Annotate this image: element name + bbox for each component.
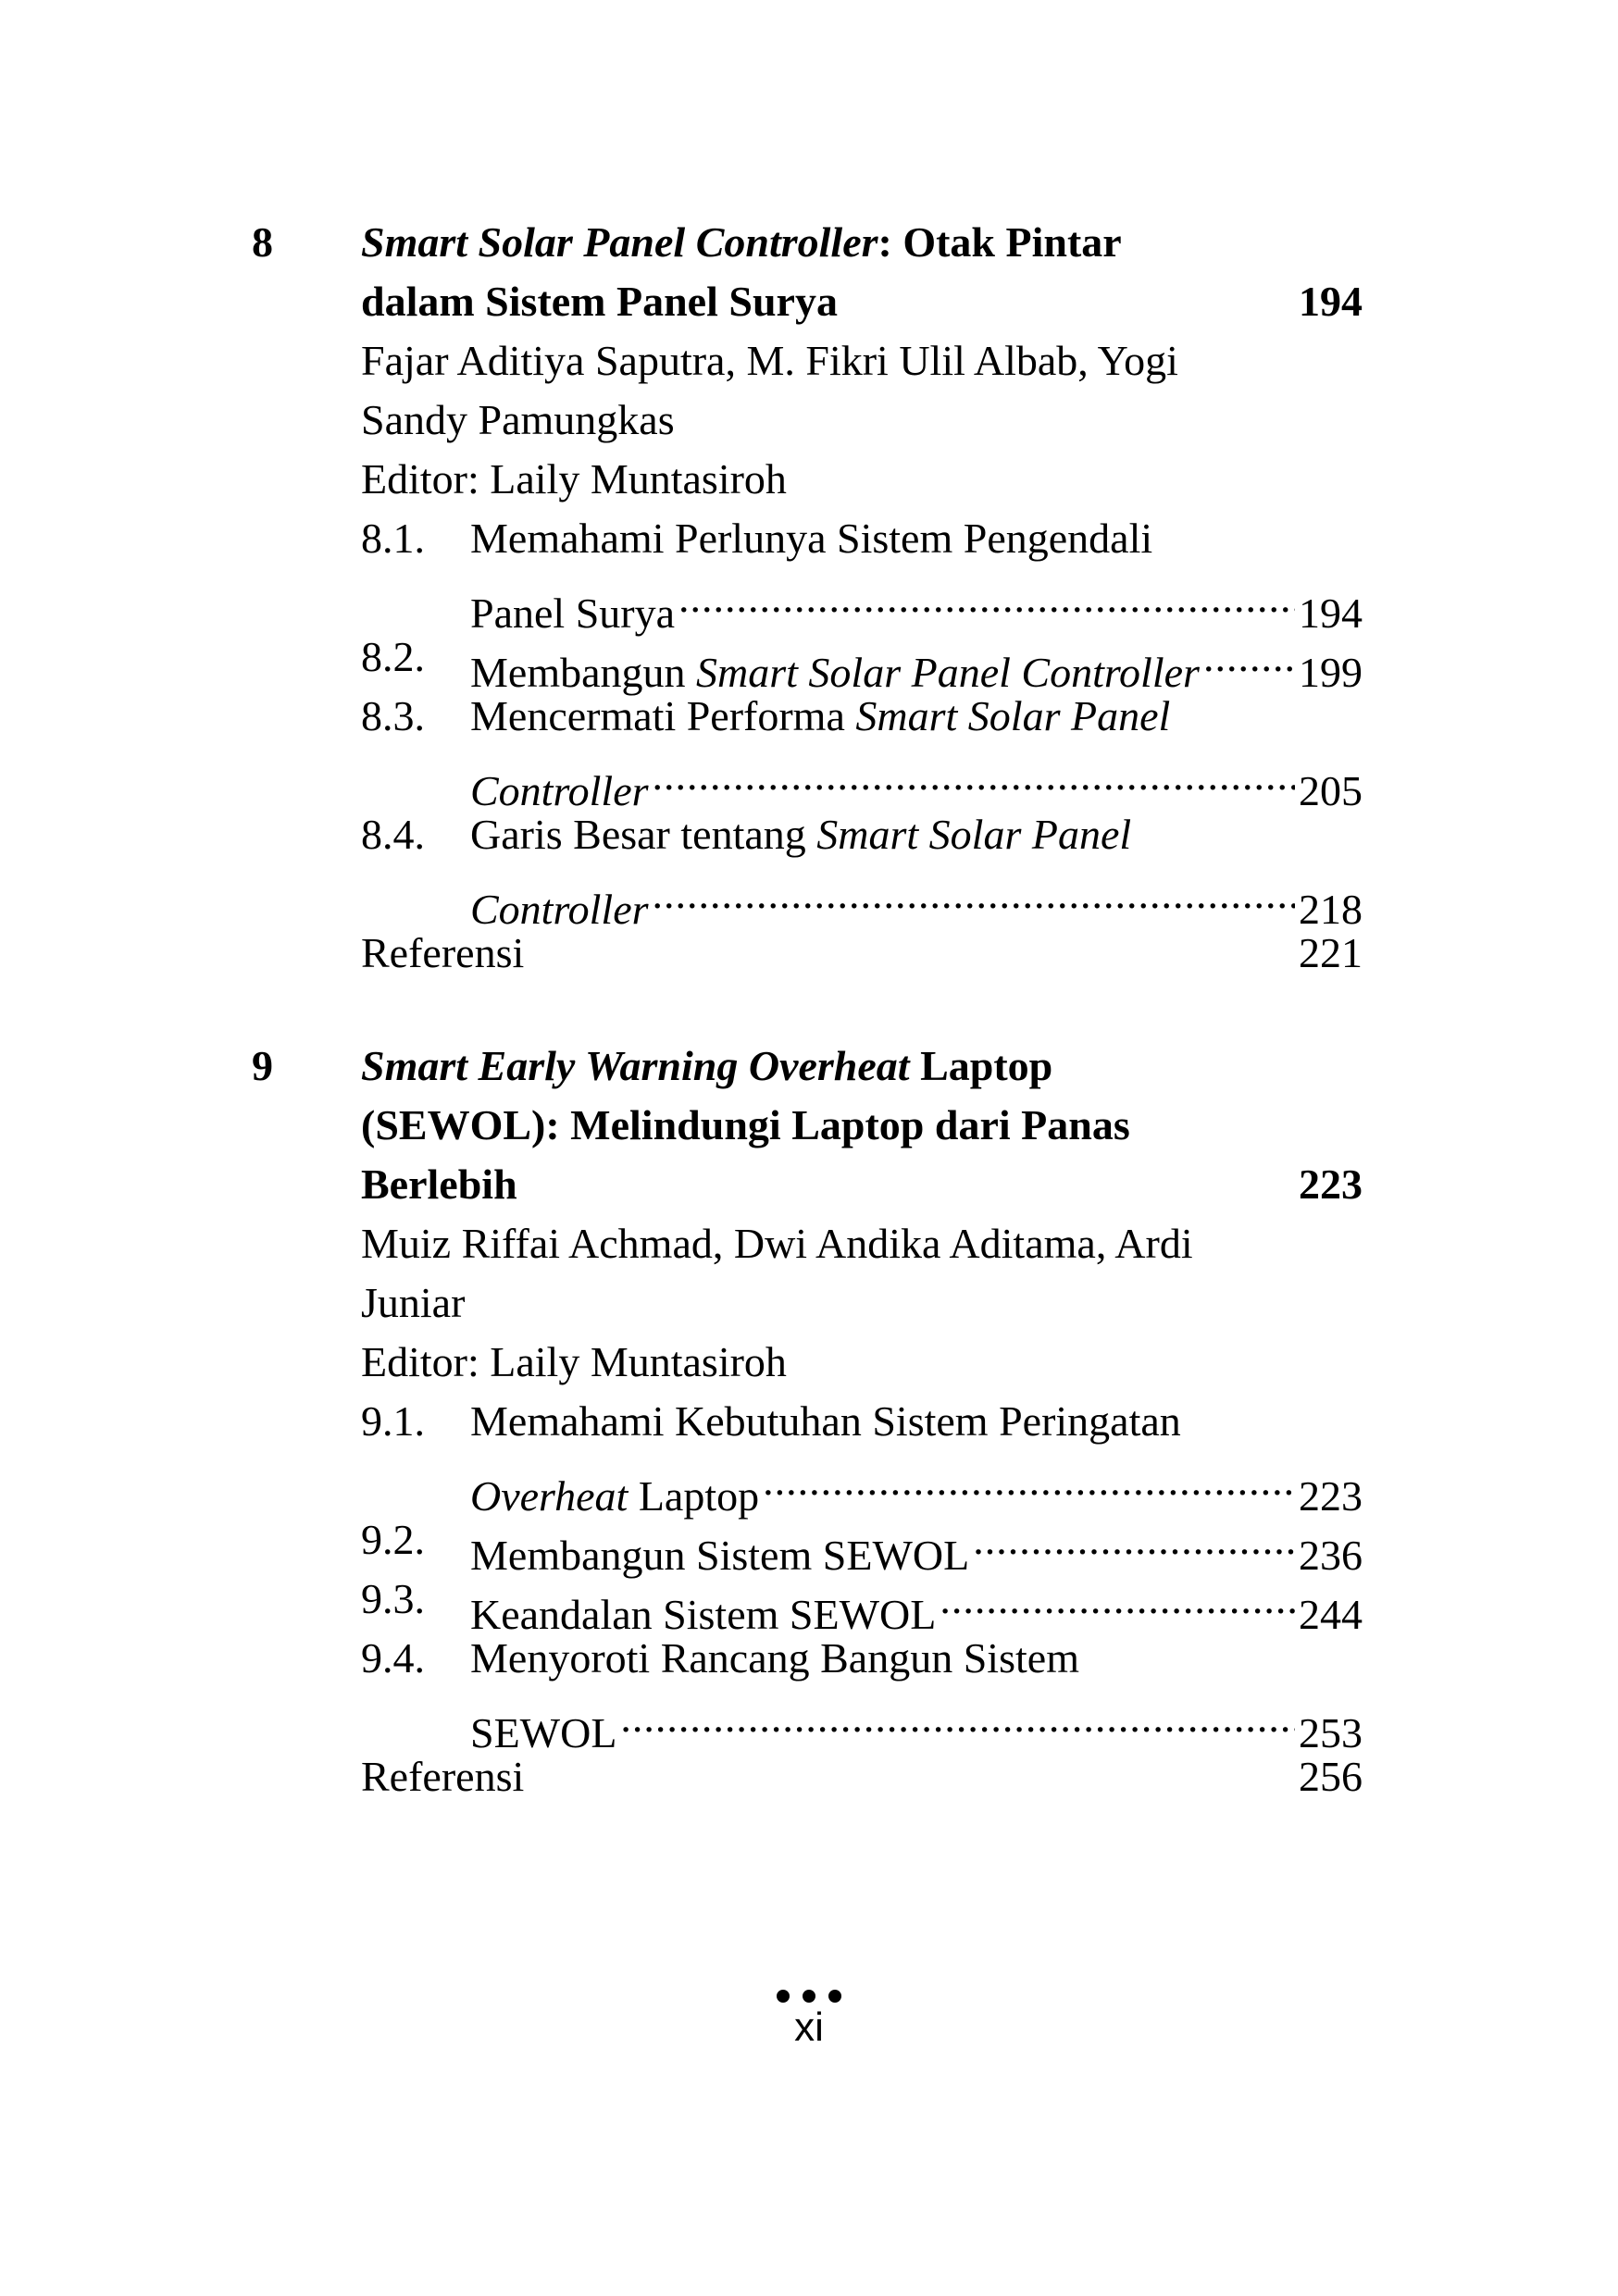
section-number: 9.4. [361, 1634, 425, 1682]
folio-page-number: xi [794, 2004, 824, 2050]
section-number: 9.3. [361, 1575, 425, 1622]
chapter-title-entry[interactable] [361, 272, 1363, 331]
dot-icon [828, 1990, 841, 2003]
toc-entry[interactable] [470, 1688, 1363, 1756]
chapter-number: 8 [252, 218, 273, 266]
toc-entry[interactable] [470, 1451, 1363, 1520]
page-number: 244 [1299, 1591, 1363, 1638]
section-title-cont: SEWOL [470, 1709, 617, 1756]
section-title-plain: Garis Besar tentang [470, 811, 817, 858]
section-title [470, 805, 1131, 864]
section-title: Menyoroti Rancang Bangun Sistem [470, 1634, 1079, 1682]
toc-entry[interactable] [470, 1570, 1363, 1638]
dot-leader [678, 568, 1295, 627]
section-title: Membangun Sistem SEWOL [470, 1532, 970, 1579]
authors-line: Fajar Aditiya Saputra, M. Fikri Ulil Albab, Yogi [361, 337, 1178, 384]
toc-entry[interactable] [470, 627, 1363, 696]
references-label: Referensi [361, 929, 525, 976]
page-number: 221 [1299, 929, 1363, 976]
chapter-title-rest: Laptop [909, 1042, 1053, 1089]
chapter-title-italic: Smart Early Warning Overheat [361, 1042, 910, 1089]
chapter-title-rest: : Otak Pintar [877, 218, 1122, 266]
references-label: Referensi [361, 1753, 525, 1800]
dot-icon [803, 1990, 815, 2003]
dot-leader [653, 864, 1295, 924]
chapter-title-line2: dalam Sistem Panel Surya [361, 278, 838, 325]
section-number: 8.2. [361, 633, 425, 680]
page-footer [0, 1990, 1618, 2051]
section-title: Memahami Kebutuhan Sistem Peringatan [470, 1397, 1181, 1445]
authors-line: Muiz Riffai Achmad, Dwi Andika Aditama, Ardi [361, 1220, 1193, 1267]
section-title-plain: Membangun [470, 649, 697, 696]
dot-icon [777, 1990, 790, 2003]
chapter-title [361, 213, 1122, 272]
toc-entry[interactable] [470, 746, 1363, 814]
page-number: 223 [1299, 1160, 1363, 1208]
dot-leader [620, 1688, 1295, 1747]
section-title-plain: Mencermati Performa [470, 692, 856, 739]
chapter-title-italic: Smart Solar Panel Controller [361, 218, 878, 266]
editor-line: Editor: Laily Muntasiroh [361, 455, 787, 503]
section-number: 8.4. [361, 811, 425, 858]
toc-entry[interactable] [470, 1510, 1363, 1579]
section-number: 9.1. [361, 1397, 425, 1445]
authors-line: Juniar [361, 1279, 466, 1326]
section-number: 8.3. [361, 692, 425, 739]
editor-line: Editor: Laily Muntasiroh [361, 1338, 787, 1385]
chapter-number: 9 [252, 1042, 273, 1089]
page-number: 256 [1299, 1753, 1363, 1800]
section-title-cont: Panel Surya [470, 590, 676, 637]
page-number: 194 [1299, 590, 1363, 637]
section-title [470, 687, 1170, 746]
page-number: 253 [1299, 1709, 1363, 1756]
toc-entry[interactable] [470, 864, 1363, 933]
dot-leader [653, 746, 1295, 805]
section-title: Keandalan Sistem SEWOL [470, 1591, 937, 1638]
section-title-italic: Smart Solar Panel Controller [696, 649, 1200, 696]
page-number: 236 [1299, 1532, 1363, 1579]
section-title: Memahami Perlunya Sistem Pengendali [470, 515, 1153, 562]
section-title-plain: Laptop [628, 1472, 760, 1520]
section-title-cont: Controller [470, 886, 649, 933]
authors-line: Sandy Pamungkas [361, 396, 675, 443]
section-title-italic: Smart Solar Panel [855, 692, 1171, 739]
chapter-title-line2: (SEWOL): Melindungi Laptop dari Panas [361, 1101, 1130, 1148]
chapter-title [361, 1036, 1052, 1096]
page-number: 194 [1299, 278, 1363, 325]
section-title-italic: Smart Solar Panel [816, 811, 1132, 858]
chapter-title-entry[interactable] [361, 1155, 1363, 1214]
toc-entry[interactable] [470, 568, 1363, 637]
dot-leader [763, 1451, 1295, 1510]
references-entry[interactable] [361, 1747, 1363, 1806]
page-number: 199 [1299, 649, 1363, 696]
page-number: 223 [1299, 1472, 1363, 1520]
ornament-dots-icon [0, 1990, 1618, 2003]
dot-leader [1203, 627, 1295, 687]
chapter-title-line3: Berlebih [361, 1160, 517, 1208]
page-number: 218 [1299, 886, 1363, 933]
section-number: 9.2. [361, 1516, 425, 1563]
section-number: 8.1. [361, 515, 425, 562]
section-title-italic: Overheat [470, 1472, 629, 1520]
dot-leader [940, 1570, 1295, 1629]
page-number: 205 [1299, 767, 1363, 814]
references-entry[interactable] [361, 924, 1363, 983]
section-title-cont: Controller [470, 767, 649, 814]
dot-leader [973, 1510, 1295, 1570]
